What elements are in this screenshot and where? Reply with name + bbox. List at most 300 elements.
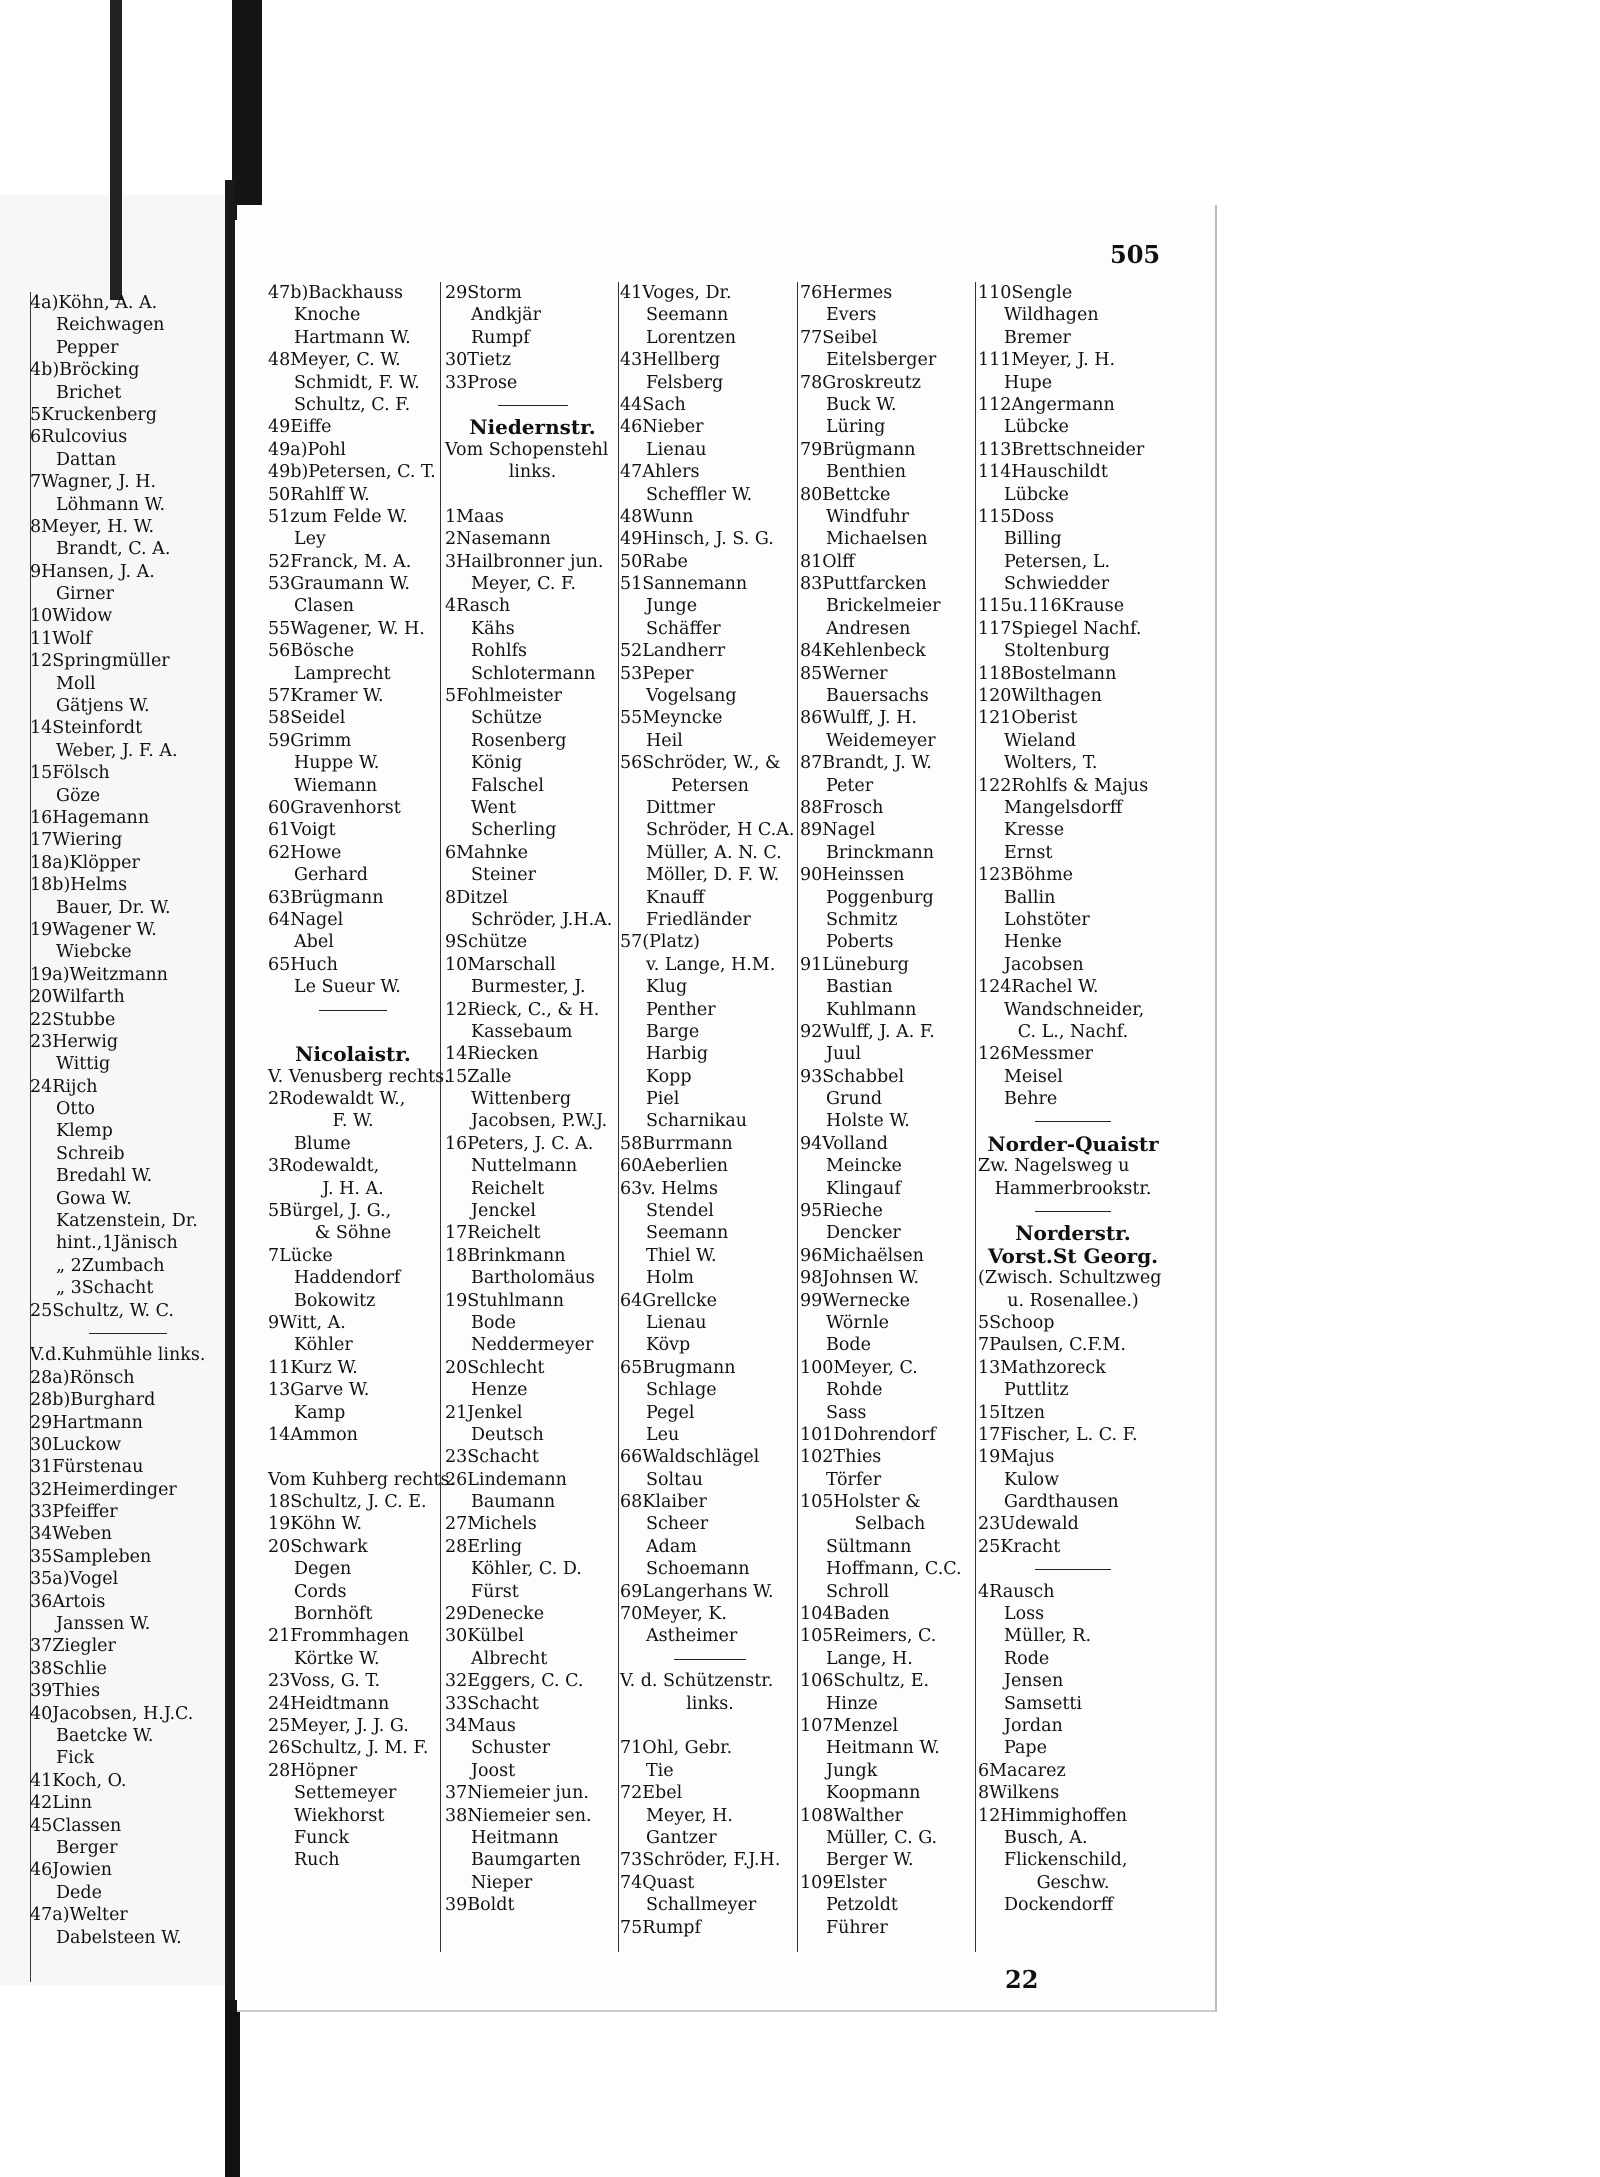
house-entry: 9Schütze (445, 932, 528, 953)
resident-entry: Adam (646, 1536, 697, 1557)
resident-entry: Janssen W. (56, 1614, 151, 1635)
resident-entry: Lamprecht (294, 663, 391, 684)
house-entry: 2Nasemann (445, 529, 551, 550)
entry-continuation: Geschw. (1036, 1872, 1110, 1893)
resident-entry: Pepper (56, 337, 119, 358)
resident-entry: Schallmeyer (646, 1895, 757, 1916)
resident-entry: Steiner (471, 865, 536, 886)
house-entry: 41Koch, O. (30, 1770, 127, 1791)
house-entry: 23Udewald (978, 1514, 1079, 1535)
resident-entry: „ 3Schacht (56, 1278, 154, 1299)
house-entry: 114Hauschildt (978, 462, 1108, 483)
resident-entry: Bornhöft (294, 1604, 373, 1625)
house-entry: 6Rulcovius (30, 427, 128, 448)
resident-entry: Schreib (56, 1143, 125, 1164)
house-entry: 11Kurz W. (268, 1357, 358, 1378)
house-entry: 63v. Helms (620, 1178, 718, 1199)
house-entry: 75Rumpf (620, 1917, 701, 1938)
resident-entry: Kopp (646, 1066, 692, 1087)
directory-column-5 (978, 282, 1168, 1917)
directory-column-4 (800, 282, 980, 1939)
house-entry: 53Peper (620, 663, 694, 684)
house-entry: 7Lücke (268, 1245, 333, 1266)
resident-entry: Leu (646, 1424, 680, 1445)
resident-entry: Funck (294, 1827, 350, 1848)
house-entry: 11Wolf (30, 628, 92, 649)
resident-entry: Lübcke (1004, 417, 1069, 438)
house-entry: 30Külbel (445, 1626, 524, 1647)
house-entry: 50Rahlff W. (268, 484, 370, 505)
resident-entry: Loss (1004, 1604, 1045, 1625)
directory-column-2 (445, 282, 620, 1917)
resident-entry: Neddermeyer (471, 1335, 594, 1356)
house-entry: 13Mathzoreck (978, 1357, 1106, 1378)
house-entry: 5Schoop (978, 1312, 1055, 1333)
house-entry: 15Zalle (445, 1066, 512, 1087)
resident-entry: Rode (1004, 1648, 1050, 1669)
house-entry: 78Groskreutz (800, 372, 921, 393)
resident-entry: Rosenberg (471, 730, 567, 751)
resident-entry: Jacobsen (1004, 954, 1084, 975)
resident-entry: Burmester, J. (471, 977, 586, 998)
resident-entry: Benthien (826, 462, 907, 483)
resident-entry: Barge (646, 1021, 700, 1042)
house-entry: 15Itzen (978, 1402, 1046, 1423)
resident-entry: Girner (56, 584, 114, 605)
resident-entry: Nieper (471, 1872, 533, 1893)
resident-entry: Albrecht (471, 1648, 548, 1669)
resident-entry: Friedländer (646, 909, 751, 930)
house-entry: 118Bostelmann (978, 663, 1117, 684)
house-entry: 50Rabe (620, 551, 688, 572)
resident-entry: Falschel (471, 775, 544, 796)
house-entry: 73Schröder, F.J.H. (620, 1850, 781, 1871)
resident-entry: Weidemeyer (826, 730, 936, 751)
house-entry: 62Howe (268, 842, 342, 863)
resident-entry: Bartholomäus (471, 1268, 595, 1289)
house-entry: 47b)Backhauss (268, 283, 403, 303)
resident-entry: Katzenstein, Dr. (56, 1211, 198, 1232)
resident-entry: Felsberg (646, 372, 724, 393)
house-entry: 17Wiering (30, 830, 123, 851)
house-entry: 7Paulsen, C.F.M. (978, 1335, 1126, 1356)
house-entry: 87Brandt, J. W. (800, 753, 932, 774)
house-entry: 49Eiffe (268, 417, 332, 438)
resident-entry: Schultz, C. F. (294, 394, 411, 415)
house-entry: 48Meyer, C. W. (268, 350, 401, 371)
house-entry: 4b)Bröcking (30, 360, 140, 381)
house-entry: 34Maus (445, 1716, 516, 1736)
resident-entry: Wolters, T. (1004, 753, 1098, 774)
resident-entry: Jacobsen, P.W.J. (471, 1111, 608, 1132)
resident-entry: Lohstöter (1004, 909, 1090, 930)
house-entry: 59Grimm (268, 730, 352, 751)
resident-entry: Eitelsberger (826, 350, 937, 371)
house-entry: 10Widow (30, 606, 113, 627)
entry-continuation: & Söhne (314, 1223, 392, 1244)
house-entry: 104Baden (800, 1604, 890, 1625)
resident-entry: Körtke W. (294, 1648, 380, 1669)
resident-entry: Jordan (1004, 1716, 1063, 1736)
resident-entry: Meisel (1004, 1066, 1063, 1087)
resident-entry: Schwiedder (1004, 574, 1110, 595)
house-entry: 61Voigt (268, 820, 336, 841)
house-entry: 56Bösche (268, 641, 355, 662)
house-entry: 110Sengle (978, 283, 1073, 303)
house-entry: 45Classen (30, 1815, 122, 1836)
house-entry: 117Spiegel Nachf. (978, 618, 1142, 639)
house-entry: 68Klaiber (620, 1492, 707, 1513)
spacer (268, 1021, 438, 1043)
house-entry: 27Michels (445, 1514, 537, 1535)
resident-entry: Wittig (56, 1054, 111, 1075)
resident-entry: Bauer, Dr. W. (56, 897, 171, 918)
house-entry: 17Fischer, L. C. F. (978, 1424, 1138, 1445)
resident-entry: Sültmann (826, 1536, 912, 1557)
resident-entry: Ballin (1004, 887, 1056, 908)
house-entry: 33Schacht (445, 1693, 539, 1714)
house-entry: 8Ditzel (445, 887, 508, 908)
house-entry: Vom Kuhberg rechts. (268, 1469, 456, 1490)
house-entry: 48Wunn (620, 506, 694, 527)
resident-entry: Knauff (646, 887, 705, 908)
house-entry: Vom Schopenstehl (445, 439, 609, 460)
resident-entry: Brichet (56, 382, 122, 403)
resident-entry: Joost (471, 1760, 516, 1781)
resident-entry: Mangelsdorff (1004, 797, 1123, 818)
house-entry: 55Meyncke (620, 708, 723, 729)
resident-entry: Koopmann (826, 1783, 921, 1804)
section-divider (620, 1648, 800, 1670)
house-entry: 98Johnsen W. (800, 1268, 920, 1289)
resident-entry: Lienau (646, 1312, 707, 1333)
resident-entry: Kuhlmann (826, 999, 917, 1020)
resident-entry: Astheimer (646, 1626, 738, 1647)
resident-entry: Wieland (1004, 730, 1077, 751)
resident-entry: Brinckmann (826, 842, 935, 863)
page-footer-signature: 22 (1005, 1965, 1039, 1994)
house-entry: 43Hellberg (620, 350, 721, 371)
resident-entry: Kähs (471, 618, 515, 639)
street-heading: Niedernstr. (469, 415, 596, 440)
house-entry: 93Schabbel (800, 1066, 905, 1087)
resident-entry: Berger W. (826, 1850, 914, 1871)
resident-entry: Went (471, 797, 517, 818)
resident-entry: Kamp (294, 1402, 346, 1423)
house-entry: 64Grellcke (620, 1290, 717, 1311)
resident-entry: Meyer, C. F. (471, 574, 576, 595)
house-entry: 30Tietz (445, 350, 512, 371)
resident-entry: v. Lange, H.M. (646, 954, 776, 975)
house-entry: 102Thies (800, 1447, 882, 1468)
binding-shadow (110, 0, 122, 300)
house-entry: 57(Platz) (620, 932, 700, 953)
resident-entry: Klug (646, 977, 688, 998)
resident-entry: Otto (56, 1099, 95, 1120)
resident-entry: Weber, J. F. A. (56, 740, 178, 761)
section-divider (30, 1322, 225, 1344)
spacer (620, 1715, 800, 1737)
house-entry: 58Seidel (268, 708, 346, 729)
house-entry: 1Maas (445, 506, 504, 527)
resident-entry: Schlage (646, 1380, 717, 1401)
house-entry: 20Schwark (268, 1536, 368, 1557)
resident-entry: Scherling (471, 820, 557, 841)
resident-entry: Billing (1004, 529, 1062, 550)
house-entry: 91Lüneburg (800, 954, 909, 975)
resident-entry: Baumgarten (471, 1850, 581, 1871)
house-entry: 65Brugmann (620, 1357, 736, 1378)
house-entry: 33Pfeiffer (30, 1502, 118, 1523)
house-entry: 10Marschall (445, 954, 556, 975)
resident-entry: Bode (471, 1312, 516, 1333)
resident-entry: Schäffer (646, 618, 721, 639)
house-entry: 18Schultz, J. C. E. (268, 1492, 427, 1513)
house-entry: 64Nagel (268, 909, 344, 930)
resident-entry: Harbig (646, 1044, 709, 1065)
house-entry: 60Aeberlien (620, 1156, 729, 1177)
resident-entry: hint.,1Jänisch (56, 1233, 178, 1254)
resident-entry: Kövp (646, 1335, 691, 1356)
resident-entry: Michaelsen (826, 529, 928, 550)
house-entry: 52Franck, M. A. (268, 551, 412, 572)
house-entry: 106Schultz, E. (800, 1671, 930, 1692)
resident-entry: Köhler, C. D. (471, 1559, 582, 1580)
resident-entry: Schoemann (646, 1559, 750, 1580)
resident-entry: Pape (1004, 1738, 1047, 1759)
house-entry: 24Rijch (30, 1076, 98, 1097)
binding-shadow-top (232, 0, 262, 220)
house-entry: 28Erling (445, 1536, 523, 1557)
resident-entry: Andkjär (471, 305, 541, 326)
resident-entry: Wandschneider, (1004, 999, 1145, 1020)
resident-entry: Heitmann (471, 1827, 559, 1848)
house-entry: 37Ziegler (30, 1636, 116, 1657)
resident-entry: Juul (826, 1044, 862, 1065)
resident-entry: Klemp (56, 1121, 113, 1142)
resident-entry: Dittmer (646, 797, 716, 818)
house-entry: 19Köhn W. (268, 1514, 363, 1535)
resident-entry: Schröder, J.H.A. (471, 909, 613, 930)
directory-column-3 (620, 282, 800, 1939)
resident-entry: Henze (471, 1380, 528, 1401)
house-entry: 8Meyer, H. W. (30, 516, 155, 537)
house-entry: 39Thies (30, 1681, 101, 1702)
house-entry: 53Graumann W. (268, 574, 410, 595)
resident-entry: Schütze (471, 708, 542, 729)
street-heading: Vorst.St Georg. (987, 1243, 1159, 1268)
resident-entry: Windfuhr (826, 506, 910, 527)
house-entry: 19Wagener W. (30, 919, 157, 940)
house-entry: 96Michaëlsen (800, 1245, 924, 1266)
house-entry: 26Lindemann (445, 1469, 567, 1490)
resident-entry: Müller, R. (1004, 1626, 1092, 1647)
resident-entry: Dockendorff (1004, 1895, 1114, 1916)
resident-entry: Wiekhorst (294, 1805, 385, 1826)
resident-entry: Moll (56, 673, 96, 694)
house-entry: 101Dohrendorf (800, 1424, 936, 1445)
house-entry: 20Schlecht (445, 1357, 545, 1378)
house-entry: 14Steinfordt (30, 718, 143, 739)
resident-entry: Abel (294, 932, 334, 953)
resident-entry: Dabelsteen W. (56, 1927, 182, 1948)
house-entry: 35Sampleben (30, 1546, 152, 1567)
resident-entry: Buck W. (826, 394, 897, 415)
house-entry: 19Stuhlmann (445, 1290, 564, 1311)
house-entry: 24Heidtmann (268, 1693, 390, 1714)
house-entry: 9Hansen, J. A. (30, 561, 155, 582)
resident-entry: Schmitz (826, 909, 898, 930)
gutter-shadow (225, 2000, 240, 2177)
house-entry: 107Menzel (800, 1716, 899, 1736)
resident-entry: Kassebaum (471, 1021, 573, 1042)
house-entry: 49a)Pohl (268, 439, 346, 460)
house-entry: 84Kehlenbeck (800, 641, 926, 662)
resident-entry: Vogelsang (646, 686, 737, 707)
house-entry: 12Rieck, C., & H. (445, 999, 600, 1020)
house-entry: 23Herwig (30, 1031, 119, 1052)
house-entry: 69Langerhans W. (620, 1581, 774, 1602)
resident-entry: Baumann (471, 1492, 556, 1513)
resident-entry: Seemann (646, 305, 729, 326)
house-entry: 41Voges, Dr. (620, 283, 732, 303)
resident-entry: Brandt, C. A. (56, 539, 171, 560)
house-entry: 57Kramer W. (268, 686, 384, 707)
resident-entry: Dencker (826, 1223, 901, 1244)
house-entry: 36Artois (30, 1591, 106, 1612)
house-entry: V. Venusberg rechts. (268, 1066, 450, 1087)
resident-entry: Lorentzen (646, 327, 737, 348)
resident-entry: Clasen (294, 596, 355, 617)
resident-entry: Behre (1004, 1089, 1058, 1110)
resident-entry: Penther (646, 999, 716, 1020)
house-entry: 14Riecken (445, 1044, 539, 1065)
house-entry: 30Luckow (30, 1434, 122, 1455)
house-entry: 76Hermes (800, 283, 893, 303)
house-entry: 65Huch (268, 954, 338, 975)
resident-entry: Brickelmeier (826, 596, 941, 617)
spacer (268, 1446, 438, 1468)
house-entry: 74Quast (620, 1872, 695, 1893)
house-entry: 126Messmer (978, 1044, 1093, 1065)
house-entry: 83Puttfarcken (800, 574, 927, 595)
resident-entry: Gätjens W. (56, 696, 150, 717)
house-entry: 8Wilkens (978, 1783, 1060, 1804)
house-entry: 31Fürstenau (30, 1457, 144, 1478)
house-entry: 15Fölsch (30, 763, 110, 784)
resident-entry: Poberts (826, 932, 894, 953)
resident-entry: Rumpf (471, 327, 530, 348)
resident-entry: Piel (646, 1089, 680, 1110)
house-entry: 105Reimers, C. (800, 1626, 937, 1647)
resident-entry: Möller, D. F. W. (646, 865, 780, 886)
resident-entry: Gowa W. (56, 1188, 132, 1209)
resident-entry: Führer (826, 1917, 888, 1938)
resident-entry: Klingauf (826, 1178, 901, 1199)
resident-entry: Bauersachs (826, 686, 929, 707)
house-entry: 52Landherr (620, 641, 726, 662)
resident-entry: Holste W. (826, 1111, 910, 1132)
entry-continuation: J. H. A. (322, 1178, 384, 1199)
house-entry: 4Rasch (445, 596, 511, 617)
spacer (445, 484, 620, 506)
street-heading: Norder-Quaistr (987, 1131, 1159, 1156)
house-entry: 7Wagner, J. H. (30, 472, 157, 493)
house-entry: 89Nagel (800, 820, 876, 841)
section-divider (978, 1110, 1168, 1132)
house-entry: 16Hagemann (30, 807, 150, 828)
resident-entry: Poggenburg (826, 887, 934, 908)
house-entry: 71Ohl, Gebr. (620, 1738, 733, 1759)
resident-entry: Wiemann (294, 775, 378, 796)
resident-entry: Schroll (826, 1581, 890, 1602)
resident-entry: Seemann (646, 1223, 729, 1244)
house-entry: 111Meyer, J. H. (978, 350, 1116, 371)
house-entry: 20Wilfarth (30, 987, 125, 1008)
resident-entry: Bremer (1004, 327, 1071, 348)
house-entry: 42Linn (30, 1793, 93, 1814)
house-entry: 26Schultz, J. M. F. (268, 1738, 429, 1759)
house-entry: 12Himmighoffen (978, 1805, 1127, 1826)
entry-continuation: links. (686, 1693, 734, 1714)
resident-entry: Wildhagen (1004, 305, 1099, 326)
resident-entry: Bredahl W. (56, 1166, 153, 1187)
house-entry: 14Ammon (268, 1424, 358, 1445)
entry-continuation: Petersen (671, 775, 749, 796)
house-entry: 85Werner (800, 663, 888, 684)
resident-entry: Sass (826, 1402, 867, 1423)
house-entry: V.d.Kuhmühle links. (30, 1345, 206, 1366)
entry-continuation: Hammerbrookstr. (994, 1178, 1152, 1199)
house-entry: 49Hinsch, J. S. G. (620, 529, 774, 550)
house-entry: 56Schröder, W., & (620, 753, 781, 774)
house-entry: 5Kruckenberg (30, 404, 158, 425)
house-entry: 70Meyer, K. (620, 1604, 727, 1625)
resident-entry: Meincke (826, 1156, 902, 1177)
house-entry: 33Prose (445, 372, 518, 393)
house-entry: 123Böhme (978, 865, 1074, 886)
resident-entry: Le Sueur W. (294, 977, 401, 998)
house-entry: 23Voss, G. T. (268, 1671, 381, 1692)
entry-continuation: F. W. (332, 1111, 374, 1132)
house-entry: 99Wernecke (800, 1290, 910, 1311)
house-entry: 49b)Petersen, C. T. (268, 462, 436, 483)
resident-entry: Reichelt (471, 1178, 545, 1199)
resident-entry: Scharnikau (646, 1111, 748, 1132)
resident-entry: Samsetti (1004, 1693, 1083, 1714)
house-entry: 5Fohlmeister (445, 686, 563, 707)
house-entry: 18a)Klöpper (30, 852, 140, 873)
house-entry: (Zwisch. Schultzweg (978, 1268, 1162, 1289)
resident-entry: Dattan (56, 449, 117, 470)
house-entry: 3Rodewaldt, (268, 1156, 380, 1177)
house-entry: 9Witt, A. (268, 1312, 346, 1333)
resident-entry: Heil (646, 730, 683, 751)
house-entry: 29Storm (445, 283, 522, 303)
house-entry: 100Meyer, C. (800, 1357, 918, 1378)
house-entry: 34Weben (30, 1524, 113, 1545)
house-entry: 23Schacht (445, 1447, 539, 1468)
resident-entry: König (471, 753, 523, 774)
resident-entry: Hinze (826, 1693, 878, 1714)
resident-entry: Schuster (471, 1738, 551, 1759)
house-entry: 18Brinkmann (445, 1245, 566, 1266)
house-entry: 19a)Weitzmann (30, 964, 168, 985)
section-divider (445, 394, 620, 416)
resident-entry: Thiel W. (646, 1245, 717, 1266)
house-entry: 113Brettschneider (978, 439, 1145, 460)
resident-entry: Ley (294, 529, 326, 550)
